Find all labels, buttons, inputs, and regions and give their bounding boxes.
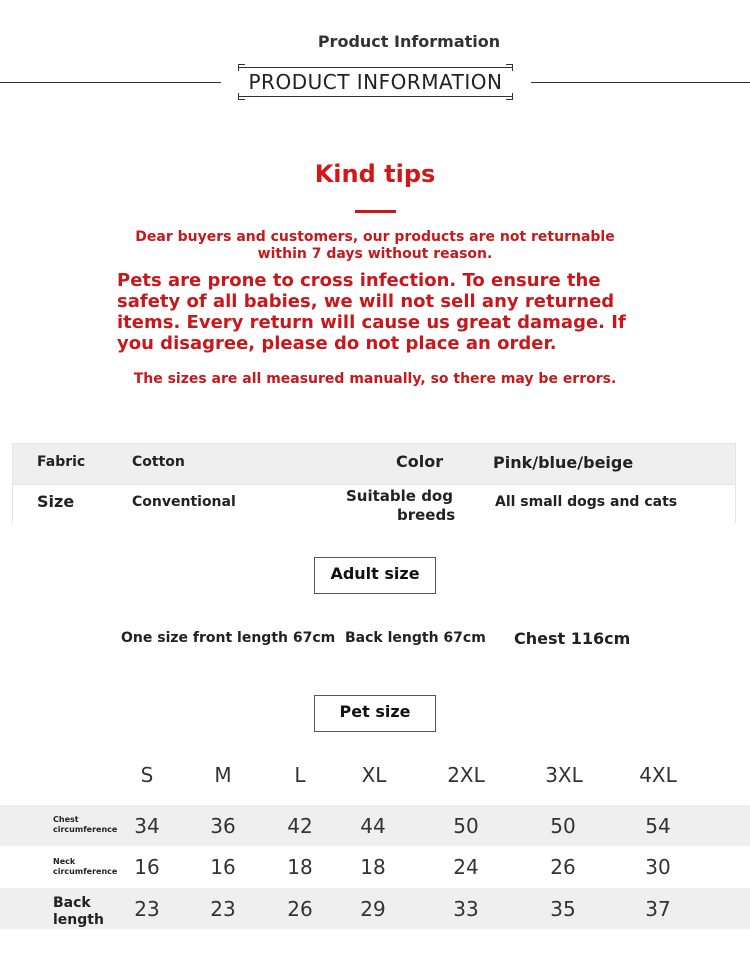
size-value-cell: 18 xyxy=(287,855,313,879)
size-value-cell: 16 xyxy=(210,855,236,879)
table-row xyxy=(0,888,750,929)
adult-front-length: One size front length 67cm xyxy=(121,630,336,646)
size-value-cell: 44 xyxy=(360,814,386,838)
row-label-line1: Back xyxy=(53,895,91,911)
row-label-line1: Chest xyxy=(53,815,79,824)
size-column-header: L xyxy=(294,763,306,787)
row-label-line2: circumference xyxy=(53,825,118,834)
size-value-cell: 29 xyxy=(360,897,386,921)
size-value-cell: 18 xyxy=(360,855,386,879)
size-value-cell: 34 xyxy=(134,814,160,838)
size-column-header: S xyxy=(140,763,154,787)
size-value-cell: 23 xyxy=(134,897,160,921)
size-value-cell: 35 xyxy=(550,897,576,921)
size-value-cell: 36 xyxy=(210,814,236,838)
size-value-cell: 50 xyxy=(550,814,576,838)
size-column-header: 4XL xyxy=(639,763,677,787)
size-value-cell: 16 xyxy=(134,855,160,879)
measurement-note: The sizes are all measured manually, so there may be errors. xyxy=(133,371,617,387)
size-value: Conventional xyxy=(132,494,236,510)
adult-chest: Chest 116cm xyxy=(514,629,631,648)
breeds-value: All small dogs and cats xyxy=(495,494,678,510)
size-value-cell: 50 xyxy=(453,814,479,838)
size-value-cell: 54 xyxy=(645,814,671,838)
breeds-label-line2: breeds xyxy=(397,506,456,524)
section-banner xyxy=(238,64,513,100)
infection-warning: Pets are prone to cross infection. To ensure the safety of all babies, we will not sell any returned items. Every return will cause us great damage. If you disagree, please do not place an order. xyxy=(117,270,626,354)
size-value-cell: 26 xyxy=(550,855,576,879)
size-value-cell: 23 xyxy=(210,897,236,921)
adult-back-length: Back length 67cm xyxy=(345,630,486,646)
table-row xyxy=(0,805,750,846)
breeds-label-line1: Suitable dog xyxy=(346,487,453,505)
color-label: Color xyxy=(396,452,444,471)
banner-top-line xyxy=(238,67,513,68)
size-column-header: 3XL xyxy=(545,763,583,787)
size-value-cell: 37 xyxy=(645,897,671,921)
size-column-header: M xyxy=(214,763,232,787)
row-label-line2: length xyxy=(53,912,104,928)
row-label-line2: circumference xyxy=(53,867,118,876)
tips-title: Kind tips xyxy=(314,160,436,188)
attribute-row xyxy=(13,444,735,484)
tips-underline xyxy=(355,210,396,213)
color-value: Pink/blue/beige xyxy=(493,453,634,472)
size-value-cell: 24 xyxy=(453,855,479,879)
page-caption: Product Information xyxy=(317,32,501,51)
size-column-header: XL xyxy=(361,763,387,787)
divider-left xyxy=(0,82,221,83)
attribute-row xyxy=(13,484,735,525)
divider-right xyxy=(531,82,750,83)
size-value-cell: 26 xyxy=(287,897,313,921)
banner-title: PRODUCT INFORMATION xyxy=(248,70,503,94)
size-label: Size xyxy=(37,492,75,511)
size-value-cell: 42 xyxy=(287,814,313,838)
size-value-cell: 30 xyxy=(645,855,671,879)
row-label-line1: Neck xyxy=(53,857,76,866)
adult-size-heading: Adult size xyxy=(314,557,436,594)
returns-note: Dear buyers and customers, our products are not returnable within 7 days without reason. xyxy=(135,229,615,262)
pet-size-heading: Pet size xyxy=(314,695,436,732)
attribute-table xyxy=(12,443,736,523)
banner-bottom-line xyxy=(238,96,513,97)
table-row xyxy=(0,846,750,887)
size-column-header: 2XL xyxy=(447,763,485,787)
fabric-label: Fabric xyxy=(37,454,86,470)
fabric-value: Cotton xyxy=(132,454,185,470)
size-header-row xyxy=(0,758,750,792)
size-value-cell: 33 xyxy=(453,897,479,921)
